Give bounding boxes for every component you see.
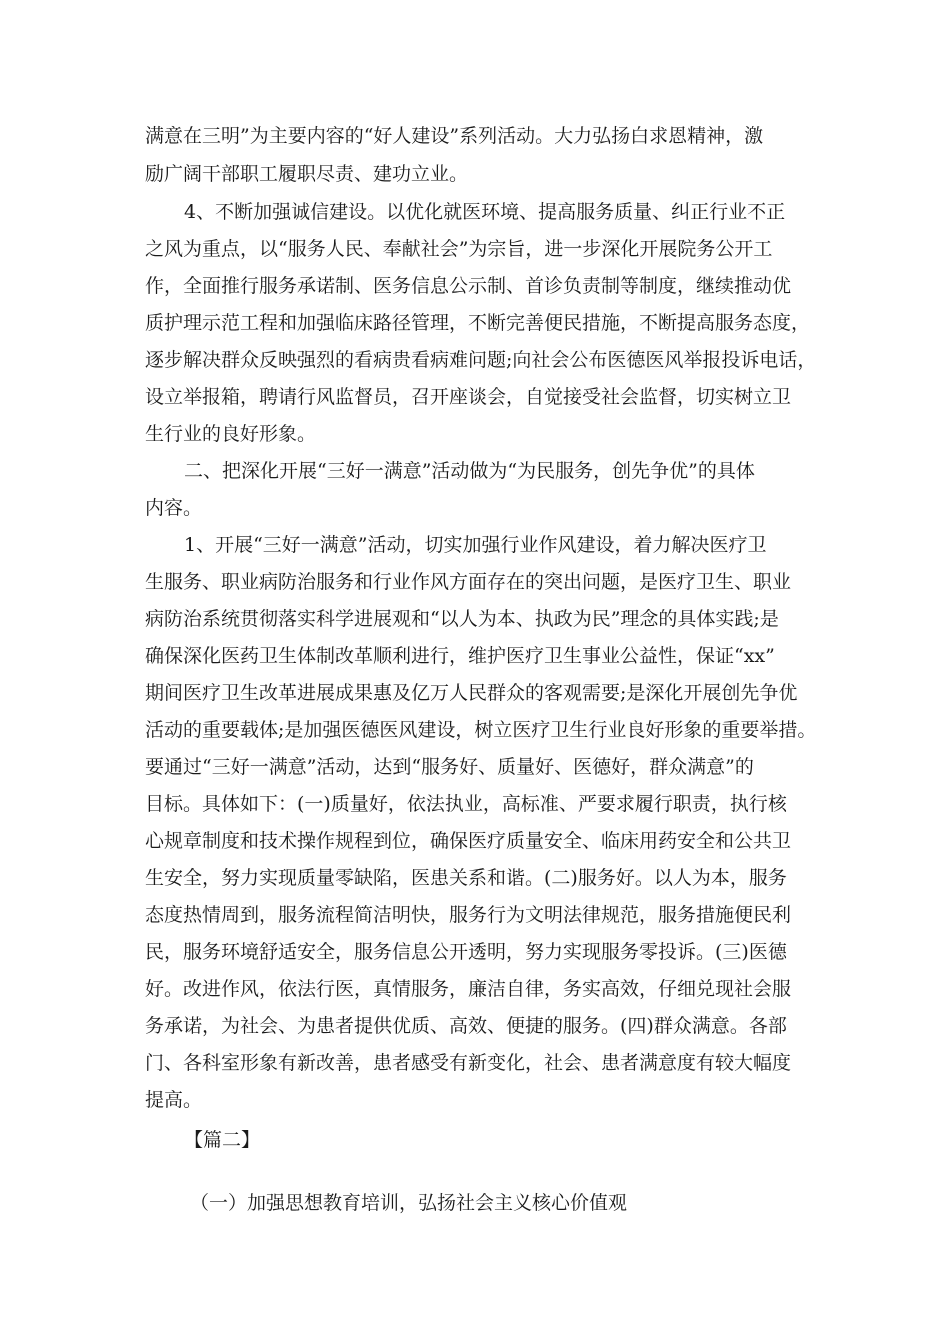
text-line: 生服务、职业病防治服务和行业作风方面存在的突出问题，是医疗卫生、职业: [145, 571, 792, 593]
text-line: 心规章制度和技术操作规程到位，确保医疗质量安全、临床用药安全和公共卫: [145, 830, 792, 852]
text-line: 活动的重要载体;是加强医德医风建设，树立医疗卫生行业良好形象的重要举措。: [145, 719, 817, 741]
section-heading: （一）加强思想教育培训，弘扬社会主义核心价值观: [190, 1192, 628, 1214]
text-line: 病防治系统贯彻落实科学进展观和“以人为本、执政为民”理念的具体实践;是: [145, 608, 779, 630]
section-heading: 二、把深化开展“三好一满意”活动做为“为民服务，创先争优”的具体: [184, 460, 755, 482]
text-line: 设立举报箱，聘请行风监督员，召开座谈会，自觉接受社会监督，切实树立卫: [145, 386, 792, 408]
text-line: 内容。: [145, 497, 203, 519]
text-line: 1、开展“三好一满意”活动，切实加强行业作风建设，着力解决医疗卫: [184, 534, 767, 556]
text-line: 门、各科室形象有新改善，患者感受有新变化，社会、患者满意度有较大幅度: [145, 1052, 792, 1074]
text-line: 4、不断加强诚信建设。以优化就医环境、提高服务质量、纠正行业不正: [184, 201, 786, 223]
text-line: 务承诺，为社会、为患者提供优质、高效、便捷的服务。(四)群众满意。各部: [145, 1015, 787, 1037]
text-line: 确保深化医药卫生体制改革顺利进行，维护医疗卫生事业公益性，保证“xx”: [145, 645, 775, 667]
text-line: 民，服务环境舒适安全，服务信息公开透明，努力实现服务零投诉。(三)医德: [145, 941, 787, 963]
text-line: 生安全，努力实现质量零缺陷，医患关系和谐。(二)服务好。以人为本，服务: [145, 867, 787, 889]
part-heading: 【篇二】: [184, 1129, 261, 1151]
text-line: 生行业的良好形象。: [145, 423, 317, 445]
text-line: 期间医疗卫生改革进展成果惠及亿万人民群众的客观需要;是深化开展创先争优: [145, 682, 798, 704]
text-line: 好。改进作风，依法行医，真情服务，廉洁自律，务实高效，仔细兑现社会服: [145, 978, 792, 1000]
text-line: 目标。具体如下：(一)质量好，依法执业，高标准、严要求履行职责，执行核: [145, 793, 787, 815]
text-line: 之风为重点，以“服务人民、奉献社会”为宗旨，进一步深化开展院务公开工: [145, 238, 773, 260]
text-line: 质护理示范工程和加强临床路径管理，不断完善便民措施，不断提高服务态度，: [145, 312, 811, 334]
text-line: 作，全面推行服务承诺制、医务信息公示制、首诊负责制等制度，继续推动优: [145, 275, 792, 297]
text-line: 要通过“三好一满意”活动，达到“服务好、质量好、医德好，群众满意”的: [145, 756, 754, 778]
text-line: 态度热情周到，服务流程简洁明快，服务行为文明法律规范，服务措施便民利: [145, 904, 792, 926]
text-line: 提高。: [145, 1089, 203, 1111]
text-line: 励广阔干部职工履职尽责、建功立业。: [145, 163, 469, 185]
text-line: 逐步解决群众反映强烈的看病贵看病难问题;向社会公布医德医风举报投诉电话，: [145, 349, 817, 371]
text-line: 满意在三明”为主要内容的“好人建设”系列活动。大力弘扬白求恩精神，激: [145, 125, 764, 147]
